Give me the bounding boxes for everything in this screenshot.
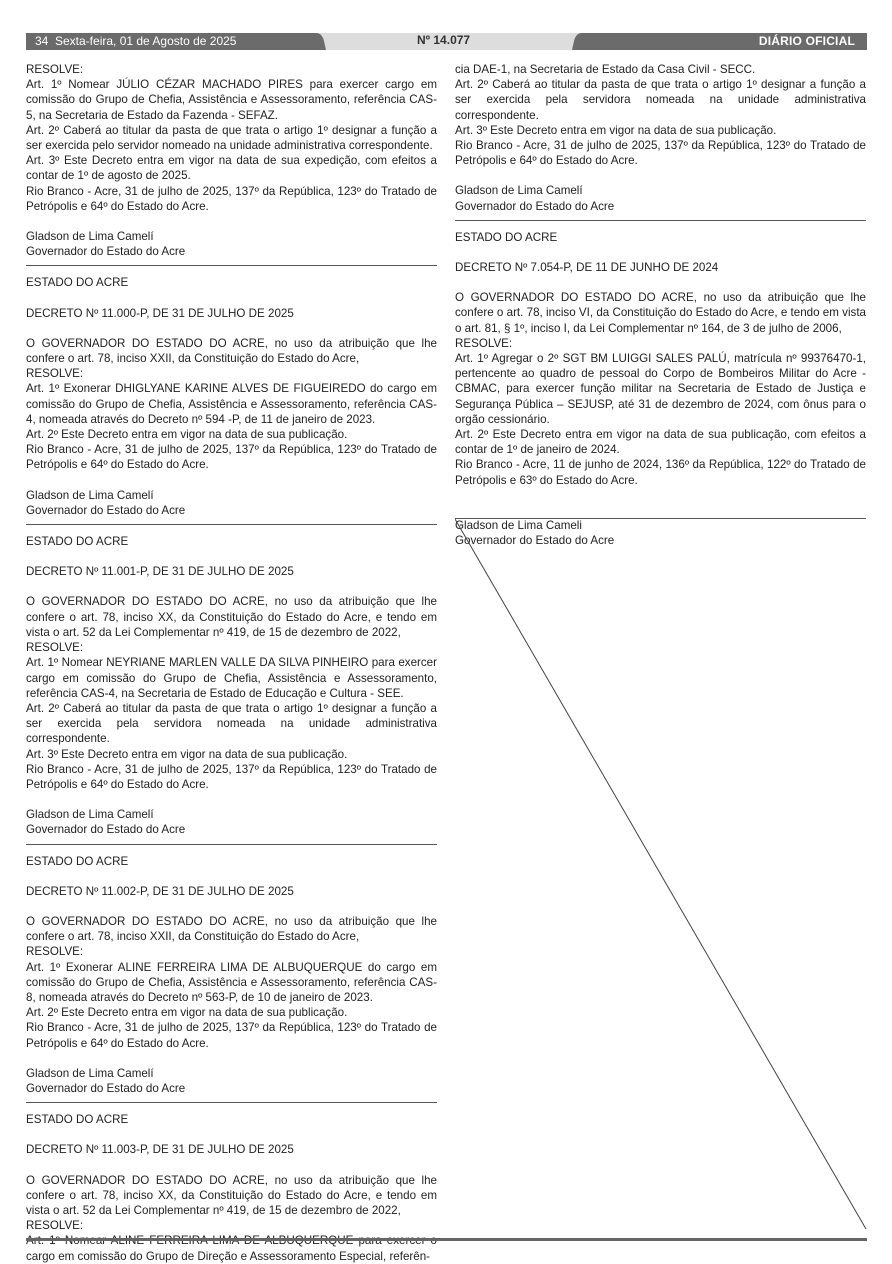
state-heading: ESTADO DO ACRE [26, 1113, 129, 1127]
decree-11000 [26, 275, 437, 518]
decree-title: DECRETO Nº 11.002-P, DE 31 DE JULHO DE 2025 [26, 884, 294, 898]
state-heading: ESTADO DO ACRE [455, 230, 558, 244]
decree-11002 [26, 854, 437, 1097]
signature [26, 488, 437, 518]
article-2: Art. 2º Este Decreto entra em vigor na data de sua publicação, com efeitos a contar de 1º de janeiro de 2024. [455, 428, 866, 457]
signature-name: Gladson de Lima Camelí [26, 808, 154, 822]
page-header [26, 33, 867, 50]
place-date: Rio Branco - Acre, 31 de julho de 2025, 137º da República, 123º do Tratado de Petrópolis e 64º do Estado do Acre. [26, 762, 437, 791]
resolve-label: RESOLVE: [455, 336, 513, 350]
article-1: Art. 1º Exonerar ALINE FERREIRA LIMA DE ALBUQUERQUE do cargo em comissão do Grupo de Chefia, Assistência e Assessoramento, referência CAS-8, nomeada através do Decreto nº 563-P, de 10 de janeiro de 2023. [26, 960, 437, 1004]
decree-title: DECRETO Nº 7.054-P, DE 11 DE JUNHO DE 2024 [455, 261, 719, 275]
cancellation-diagonal [455, 518, 867, 1230]
article-1: Art. 1º Exonerar DHIGLYANE KARINE ALVES DE FIGUEIREDO do cargo em comissão do Grupo de Chefia, Assistência e Assessoramento, referência CAS-4, nomeada através do Decreto nº 594 -P, de 11 de janeiro de 2023. [26, 382, 437, 426]
article-3: Art. 3º Este Decreto entra em vigor na data de sua publicação. [455, 123, 777, 137]
state-heading: ESTADO DO ACRE [26, 535, 129, 549]
signature-name: Gladson de Lima Camelí [455, 184, 583, 198]
article-2: Art. 2º Caberá ao titular da pasta de que trata o artigo 1º designar a função a ser exercida pela servidora nomeada na unidade administrativa correspondente. [455, 78, 866, 122]
signature-role: Governador do Estado do Acre [26, 1081, 186, 1095]
signature-role: Governador do Estado do Acre [26, 503, 186, 517]
resolve-label: RESOLVE: [26, 63, 84, 76]
divider [26, 265, 437, 266]
decree-11003 [26, 1112, 437, 1264]
divider [455, 220, 866, 221]
decree-title: DECRETO Nº 11.001-P, DE 31 DE JULHO DE 2025 [26, 565, 294, 579]
preamble: O GOVERNADOR DO ESTADO DO ACRE, no uso da atribuição que lhe confere o art. 78, inciso XXII, da Constituição do Estado do Acre, [26, 336, 437, 366]
article-3: Art. 3º Este Decreto entra em vigor na data de sua publicação. [26, 747, 348, 761]
article-3: Art. 3º Este Decreto entra em vigor na data de sua expedição, com efeitos a contar de 1º de agosto de 2025. [26, 154, 437, 183]
signature [26, 1066, 437, 1096]
left-column [26, 62, 437, 1264]
resolve-label: RESOLVE: [26, 641, 84, 655]
signature [455, 183, 866, 213]
signature-role: Governador do Estado do Acre [455, 534, 615, 548]
decree-title: DECRETO Nº 11.003-P, DE 31 DE JULHO DE 2025 [26, 1143, 294, 1157]
decree-11003-continuation [455, 62, 866, 214]
preamble: O GOVERNADOR DO ESTADO DO ACRE, no uso da atribuição que lhe confere o art. 78, inciso XXII, da Constituição do Estado do Acre, [26, 914, 437, 944]
signature [26, 229, 437, 259]
issue-date: Sexta-feira, 01 de Agosto de 2025 [55, 34, 237, 48]
article-1-continuation: cia DAE-1, na Secretaria de Estado da Casa Civil - SECC. [455, 63, 756, 76]
place-date: Rio Branco - Acre, 11 de junho de 2024, 136º da República, 122º do Tratado de Petrópolis e 63º do Estado do Acre. [455, 458, 866, 487]
signature-role: Governador do Estado do Acre [26, 245, 186, 259]
preamble: O GOVERNADOR DO ESTADO DO ACRE, no uso da atribuição que lhe confere o art. 78, inciso XX, da Constituição do Estado do Acre, e tendo em vista o art. 52 da Lei Complementar nº 419, de 15 de dezembro de 2022, [26, 595, 437, 639]
footer-rule [26, 1238, 867, 1241]
divider [26, 1102, 437, 1103]
signature-name: Gladson de Lima Camelí [26, 488, 154, 502]
signature-name: Gladson de Lima Camelí [26, 230, 154, 244]
article-2: Art. 2º Este Decreto entra em vigor na data de sua publicação. [26, 1006, 348, 1020]
divider [26, 524, 437, 525]
article-1: Art. 1º Agregar o 2º SGT BM LUIGGI SALES PALÚ, matrícula nº 99376470-1, pertencente ao quadro de pessoal do Corpo de Bombeiros Militar do Acre - CBMAC, para exercer função militar na Secretaria de Estado de Justiça e Segurança Pública – SEJUSP, até 31 de dezembro de 2024, com ônus para o orgão cessionário. [455, 352, 866, 426]
publication-title: DIÁRIO OFICIAL [758, 34, 855, 48]
state-heading: ESTADO DO ACRE [26, 854, 129, 868]
decree-continuation [26, 62, 437, 259]
article-1: Art. 1º Nomear NEYRIANE MARLEN VALLE DA SILVA PINHEIRO para exercer cargo em comissão do Grupo de Chefia, Assistência e Assessoramento, referência CAS-4, na Secretaria de Estado de Educação e Cultura - SEE. [26, 656, 437, 700]
decree-11001 [26, 534, 437, 837]
preamble: O GOVERNADOR DO ESTADO DO ACRE, no uso da atribuição que lhe confere o art. 78, inciso XX, da Constituição do Estado do Acre, e tendo em vista o art. 52 da Lei Complementar nº 419, de 15 de dezembro de 2022, [26, 1173, 437, 1217]
place-date: Rio Branco - Acre, 31 de julho de 2025, 137º da República, 123º do Tratado de Petrópolis e 64º do Estado do Acre. [455, 139, 866, 168]
right-column [455, 62, 866, 548]
place-date: Rio Branco - Acre, 31 de julho de 2025, 137º da República, 123º do Tratado de Petrópolis e 64º do Estado do Acre. [26, 184, 437, 213]
place-date: Rio Branco - Acre, 31 de julho de 2025, 137º da República, 123º do Tratado de Petrópolis e 64º do Estado do Acre. [26, 443, 437, 472]
article-2: Art. 2º Este Decreto entra em vigor na data de sua publicação. [26, 428, 348, 442]
decree-7054 [455, 230, 866, 548]
state-heading: ESTADO DO ACRE [26, 276, 129, 290]
place-date: Rio Branco - Acre, 31 de julho de 2025, 137º da República, 123º do Tratado de Petrópolis e 64º do Estado do Acre. [26, 1021, 437, 1050]
diagonal-line [455, 519, 866, 1229]
signature-name: Gladson de Lima Camelí [26, 1066, 154, 1080]
resolve-label: RESOLVE: [26, 1219, 84, 1233]
resolve-label: RESOLVE: [26, 367, 84, 381]
signature-name: Gladson de Lima Cameli [455, 518, 582, 532]
decree-title: DECRETO Nº 11.000-P, DE 31 DE JULHO DE 2025 [26, 306, 294, 320]
article-2: Art. 2º Caberá ao titular da pasta de que trata o artigo 1º designar a função a ser exercida pelo servidor nomeado na unidade administrativa correspondente. [26, 123, 437, 153]
signature [26, 807, 437, 837]
signature-role: Governador do Estado do Acre [455, 199, 615, 213]
signature-role: Governador do Estado do Acre [26, 823, 186, 837]
article-1: cargo em comissão do Grupo de Direção e Assessoramento Especial, referên- [26, 1249, 431, 1263]
divider [26, 844, 437, 845]
page-number: 34 [35, 34, 49, 48]
article-1: Art. 1º Nomear JÚLIO CÉZAR MACHADO PIRES para exercer cargo em comissão do Grupo de Chefia, Assistência e Assessoramento, referência CAS-5, na Secretaria de Estado da Fazenda - SEFAZ. [26, 78, 437, 122]
preamble: O GOVERNADOR DO ESTADO DO ACRE, no uso da atribuição que lhe confere o art. 78, inciso VI, da Constituição do Estado do Acre, e tendo em vista o art. 81, § 1º, inciso I, da Lei Complementar nº 164, de 3 de julho de 2006, [455, 291, 866, 335]
resolve-label: RESOLVE: [26, 945, 84, 959]
issue-number: Nº 14.077 [417, 33, 471, 47]
article-2: Art. 2º Caberá ao titular da pasta de que trata o artigo 1º designar a função a ser exercida pela servidora nomeada na unidade administrativa correspondente. [26, 701, 437, 746]
